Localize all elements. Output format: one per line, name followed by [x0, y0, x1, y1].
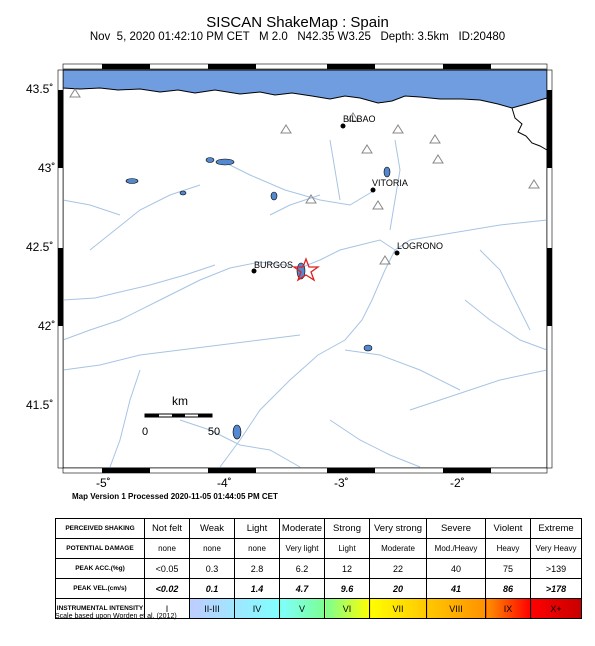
legend-cell: 75	[486, 559, 531, 579]
processed-note: Map Version 1 Processed 2020-11-05 01:44:05 PM CET	[72, 492, 278, 501]
legend-cell: <0.05	[145, 559, 190, 579]
legend-cell: 41	[427, 579, 486, 599]
legend-cell: 2.8	[235, 559, 280, 579]
city-dot-logrono	[395, 251, 400, 256]
legend-row-label: INSTRUMENTAL INTENSITY	[56, 599, 145, 619]
legend-cell: 0.1	[190, 579, 235, 599]
legend-cell: Not felt	[145, 519, 190, 539]
city-dot-bilbao	[341, 124, 346, 129]
intensity-cell: IX	[486, 599, 531, 619]
legend-cell: 20	[370, 579, 427, 599]
legend-cell: Very Heavy	[531, 539, 582, 559]
scale-bar-tick-0: 0	[141, 426, 149, 438]
map-title: SISCAN ShakeMap : Spain	[206, 14, 389, 31]
legend-cell: Weak	[190, 519, 235, 539]
lat-label-42-5: 42.5˚	[26, 240, 54, 254]
legend-row-peak-acc	[56, 559, 582, 579]
city-label-burgos: BURGOS	[254, 260, 294, 270]
intensity-cell: I	[145, 599, 190, 619]
legend-cell: Mod./Heavy	[427, 539, 486, 559]
scale-bar-tick-50: 50	[207, 426, 221, 438]
legend-row-label: PERCEIVED SHAKING	[56, 519, 145, 539]
legend-row-label: POTENTIAL DAMAGE	[56, 539, 145, 559]
scale-note: Scale based upon Worden et al. (2012)	[55, 613, 177, 620]
legend-cell: 40	[427, 559, 486, 579]
legend-cell: 4.7	[280, 579, 325, 599]
lon-label-minus-2: -2˚	[450, 476, 465, 490]
legend-cell: <0.02	[145, 579, 190, 599]
intensity-cell: V	[280, 599, 325, 619]
legend-cell: Moderate	[370, 539, 427, 559]
legend-cell: Very strong	[370, 519, 427, 539]
legend-row-label: PEAK ACC.(%g)	[56, 559, 145, 579]
intensity-legend-table	[55, 518, 582, 619]
legend-row-potential-damage	[56, 539, 582, 559]
legend-row-peak-vel	[56, 579, 582, 599]
legend-cell: Strong	[325, 519, 370, 539]
legend-cell: 9.6	[325, 579, 370, 599]
legend-cell: 6.2	[280, 559, 325, 579]
legend-cell: 1.4	[235, 579, 280, 599]
city-dot-vitoria	[371, 188, 376, 193]
lon-label-minus-3: -3˚	[334, 476, 349, 490]
legend-cell: none	[190, 539, 235, 559]
legend-cell: Severe	[427, 519, 486, 539]
legend-cell: 22	[370, 559, 427, 579]
legend-cell: >139	[531, 559, 582, 579]
lat-label-43-5: 43.5˚	[26, 82, 54, 96]
legend-cell: 86	[486, 579, 531, 599]
legend-cell: Very light	[280, 539, 325, 559]
intensity-cell: VIII	[427, 599, 486, 619]
lon-label-minus-4: -4˚	[217, 476, 232, 490]
legend-cell: Moderate	[280, 519, 325, 539]
legend-cell: 12	[325, 559, 370, 579]
legend-cell: none	[235, 539, 280, 559]
scale-bar-title: km	[172, 394, 188, 408]
legend-cell: Violent	[486, 519, 531, 539]
intensity-cell: VII	[370, 599, 427, 619]
city-label-logrono: LOGRONO	[397, 241, 444, 251]
legend-row-perceived-shaking	[56, 519, 582, 539]
intensity-cell: II-III	[190, 599, 235, 619]
legend-row-label: PEAK VEL.(cm/s)	[56, 579, 145, 599]
legend-cell: none	[145, 539, 190, 559]
city-label-bilbao: BILBAO	[343, 114, 376, 124]
legend-cell: 0.3	[190, 559, 235, 579]
legend-cell: Light	[325, 539, 370, 559]
legend-cell: Extreme	[531, 519, 582, 539]
legend-cell: >178	[531, 579, 582, 599]
intensity-cell: IV	[235, 599, 280, 619]
legend-cell: Light	[235, 519, 280, 539]
lat-label-41-5: 41.5˚	[26, 398, 54, 412]
city-label-vitoria: VITORIA	[372, 178, 408, 188]
intensity-cell: VI	[325, 599, 370, 619]
lon-label-minus-5: -5˚	[96, 476, 111, 490]
legend-cell: Heavy	[486, 539, 531, 559]
lat-label-42: 42˚	[38, 319, 56, 333]
intensity-cell: X+	[531, 599, 582, 619]
map-subtitle: Nov 5, 2020 01:42:10 PM CET M 2.0 N42.35 W3.25 Depth: 3.5km ID:20480	[89, 31, 506, 43]
lat-label-43: 43˚	[38, 161, 56, 175]
